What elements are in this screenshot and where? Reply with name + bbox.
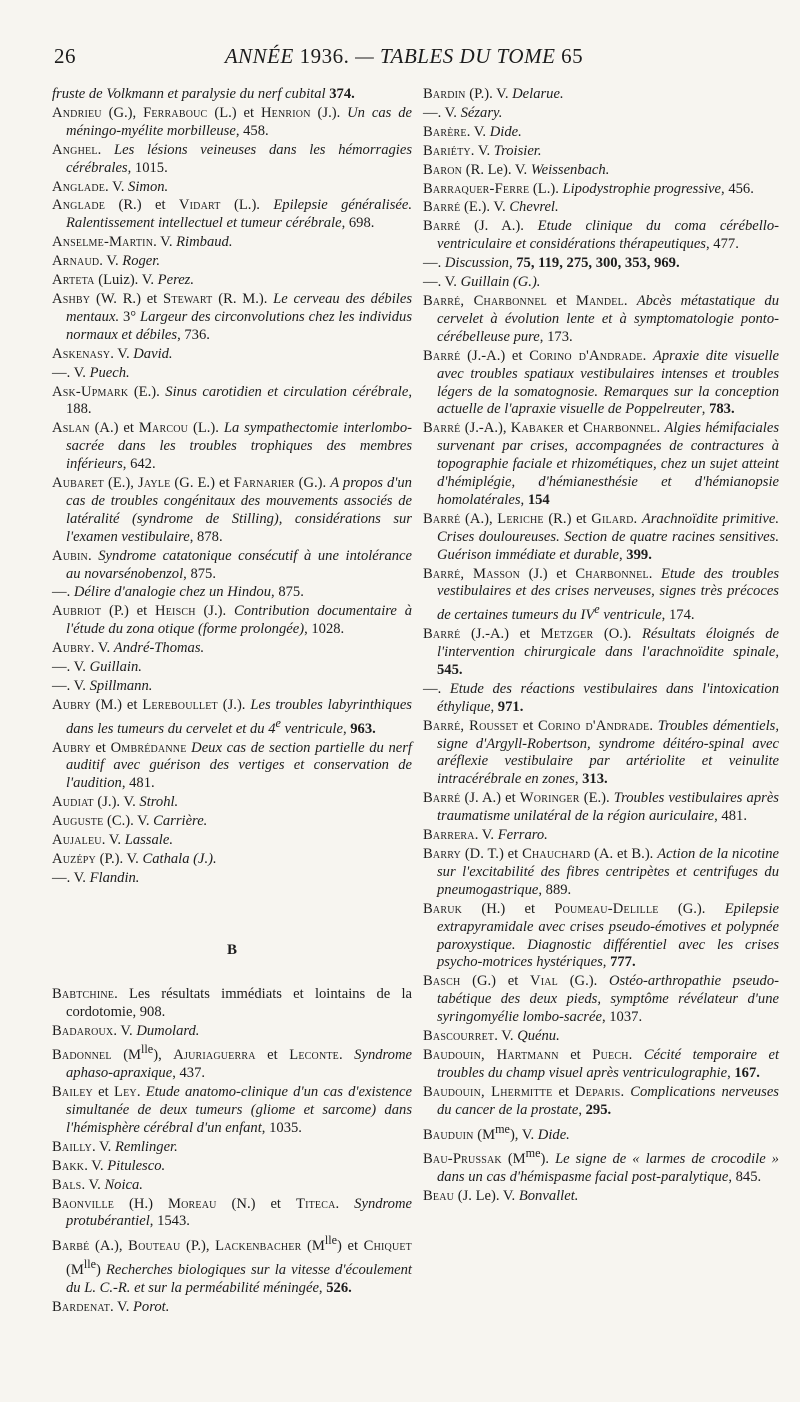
index-entry: Aujaleu. V. Lassale. bbox=[52, 832, 173, 849]
index-entry: Bau-Prussak $(M^{me})$. Le signe de « larmes de crocodile » dans un cas d'hémispasme facial post-paralytique, 845. bbox=[423, 1146, 779, 1186]
index-entry: Barère. V. Dide. bbox=[423, 123, 522, 140]
index-entry: Bardenat. V. Porot. bbox=[52, 1298, 170, 1315]
index-entry: —. V. Guillain. bbox=[52, 659, 142, 676]
index-entry: Barry (D. T.) et Chauchard (A. et B.). Action de la nicotine sur l'excitabilité des fibres centripètes et centrifuges du pneumogastrique, 889. bbox=[423, 846, 779, 898]
index-entry: Anselme-Martin. V. Rimbaud. bbox=[52, 234, 233, 251]
right-entries bbox=[423, 86, 779, 1206]
index-entry: Aubriot (P.) et Heisch (J.). Contribution documentaire à l'étude du zona otique (forme prolongée), 1028. bbox=[52, 603, 412, 638]
index-entry: Barré (J. A.). Etude clinique du coma cérébello-ventriculaire et considérations thérapeutiques, 477. bbox=[423, 218, 779, 253]
index-entry: Auguste (C.). V. Carrière. bbox=[52, 813, 208, 830]
index-entry: Barré (J.-A.) et Corino d'Andrade. Apraxie dite visuelle avec troubles spatiaux vestibulaires intenses et troubles légers de la somatognosie. Remarques sur la conception actuelle de l'apraxie visuelle de Poppelreuter, 783. bbox=[423, 347, 780, 418]
index-entry: Aubry et Ombrédanne Deux cas de section partielle du nerf auditif avec guérison des vertiges et conservation de l'audition, 481. bbox=[52, 739, 412, 792]
index-entry: Arnaud. V. Roger. bbox=[52, 253, 160, 270]
index-entry: fruste de Volkmann et paralysie du nerf cubital 374. bbox=[52, 86, 355, 102]
running-title-suffix: — TABLES DU TOME bbox=[349, 44, 562, 68]
index-entry: Bardin (P.). V. Delarue. bbox=[423, 86, 564, 102]
index-entry: Anglade (R.) et Vidart (L.). Epilepsie généralisée. Ralentissement intellectuel et tumeur cérébrale, 698. bbox=[52, 197, 412, 232]
index-entry: Bakk. V. Pitulesco. bbox=[52, 1157, 166, 1174]
running-title-year: 1936. bbox=[299, 44, 350, 68]
index-entry: —. V. Spillmann. bbox=[52, 678, 153, 694]
index-entry: Bascourret. V. Quénu. bbox=[423, 1028, 560, 1045]
left-entries-before bbox=[52, 86, 412, 888]
index-entry: Anglade. V. Simon. bbox=[52, 178, 169, 195]
index-entry: Baron (R. Le). V. Weissenbach. bbox=[423, 161, 610, 178]
index-entry: Bailey et Ley. Etude anatomo-clinique d'un cas d'existence simultanée de deux tumeurs (gliome et sarcome) dans l'hémisphère cérébral d'un enfant, 1035. bbox=[52, 1084, 412, 1136]
index-entry: Barraquer-Ferre (L.). Lipodystrophie progressive, 456. bbox=[423, 180, 754, 197]
index-entry: —. V. Puech. bbox=[52, 364, 130, 381]
index-entry: Barrera. V. Ferraro. bbox=[423, 827, 548, 844]
running-title bbox=[52, 44, 756, 69]
index-entry: Baudouin, Lhermitte et Deparis. Complications nerveuses du cancer de la prostate, 295. bbox=[423, 1083, 779, 1118]
index-entry: Aubin. Syndrome catatonique consécutif à une intolérance au novarsénobenzol, 875. bbox=[52, 547, 412, 582]
index-entry: Andrieu (G.), Ferrabouc (L.) et Henrion (J.). Un cas de méningo-myélite morbilleuse, 458. bbox=[52, 104, 412, 139]
index-entry: Barré, Rousset et Corino d'Andrade. Troubles démentiels, signe d'Argyll-Robertson, syndrome déitéro-spinal avec aréflexie vestibulaire par artériolite et veinulite intracérébrale en zones, 313. bbox=[423, 717, 779, 788]
index-entry: —. V. Sézary. bbox=[423, 104, 503, 121]
index-entry: Aubry (M.) et Lereboullet (J.). Les troubles labyrinthiques dans les tumeurs du cervelet et du 4e ventricule, 963. bbox=[52, 696, 412, 737]
index-entry: Barré, Charbonnel et Mandel. Abcès métastatique du cervelet à évolution lente et à symptomatologie ponto-cérébelleuse pure, 173. bbox=[423, 292, 779, 345]
index-entry: Bariéty. V. Troisier. bbox=[423, 142, 542, 159]
running-title-volume: 65 bbox=[561, 44, 584, 68]
index-entry: —. V. Guillain (G.). bbox=[423, 274, 541, 291]
index-entry: Bauduin $(M^{me})$, V. Dide. bbox=[423, 1121, 570, 1143]
index-entry: Basch (G.) et Vial (G.). Ostéo-arthropathie pseudo-tabétique des deux pieds, symptôme révélateur d'une syringomyélie lombo-sacrée, 1037. bbox=[423, 973, 780, 1026]
index-entry: Beau (J. Le). V. Bonvallet. bbox=[423, 1188, 579, 1205]
index-entry: Badaroux. V. Dumolard. bbox=[52, 1022, 200, 1039]
index-entry: Aubaret (E.), Jayle (G. E.) et Farnarier (G.). A propos d'un cas de troubles congénitaux des mouvements associés de latéralité (syndrome de Stilling), considérations sur l'examen vestibulaire, 878. bbox=[52, 475, 412, 545]
index-entry: Bailly. V. Remlinger. bbox=[52, 1138, 178, 1155]
index-entry: Badonnel $(M^{lle})$, Ajuriaguerra et Leconte. Syndrome aphaso-apraxique, 437. bbox=[52, 1042, 412, 1082]
index-entry: Anghel. Les lésions veineuses dans les hémorragies cérébrales, 1015. bbox=[52, 141, 412, 176]
index-entry: Aslan (A.) et Marcou (L.). La sympathectomie interlombo-sacrée dans les troubles trophiques des membres inférieurs, 642. bbox=[52, 420, 413, 473]
index-entry: Barré, Masson (J.) et Charbonnel. Etude des troubles vestibulaires et des crises nerveuses, signes très précoces de certaines tumeurs du IVe ventricule, 174. bbox=[423, 565, 779, 624]
index-entry: —. Délire d'analogie chez un Hindou, 875. bbox=[52, 584, 304, 601]
index-entry: Bals. V. Noica. bbox=[52, 1176, 143, 1193]
index-entry: Ask-Upmark (E.). Sinus carotidien et circulation cérébrale, 188. bbox=[52, 383, 412, 418]
section-letter-b: B bbox=[226, 941, 237, 958]
index-entry: Arteta (Luiz). V. Perez. bbox=[52, 272, 195, 289]
left-column bbox=[52, 86, 412, 1318]
index-entry: —. V. Flandin. bbox=[52, 869, 140, 886]
running-title-prefix: ANNÉE bbox=[224, 44, 300, 68]
index-entry: Baudouin, Hartmann et Puech. Cécité temporaire et troubles du champ visuel après ventriculographie, 167. bbox=[423, 1046, 779, 1081]
index-entry: Barré (E.). V. Chevrel. bbox=[423, 199, 559, 216]
left-entries-after bbox=[52, 986, 412, 1317]
index-entry: —. Discussion, 75, 119, 275, 300, 353, 969. bbox=[423, 255, 680, 272]
index-entry: —. Etude des réactions vestibulaires dans l'intoxication éthylique, 971. bbox=[423, 680, 780, 715]
index-entry: Barré (J. A.) et Woringer (E.). Troubles vestibulaires après traumatisme unilatéral de la région auriculaire, 481. bbox=[423, 790, 779, 825]
index-entry: Baruk (H.) et Poumeau-Delille (G.). Epilepsie extrapyramidale avec crises pseudo-émotives et polypnée paroxystique. Diagnostic différentiel avec les crises psycho-motrices hystériques, 777. bbox=[423, 900, 779, 971]
page-header bbox=[52, 44, 756, 78]
index-entry: Ashby (W. R.) et Stewart (R. M.). Le cerveau des débiles mentaux. 3° Largeur des circonvolutions chez les individus normaux et débiles, 736. bbox=[52, 290, 412, 343]
index-entry: Barré (J.-A.) et Metzger (O.). Résultats éloignés de l'intervention chirurgicale dans l'arachnoïdite spinale, 545. bbox=[423, 626, 779, 678]
index-entry: Auzépy (P.). V. Cathala (J.). bbox=[52, 851, 217, 868]
index-entry: Barré (A.), Leriche (R.) et Gilard. Arachnoïdite primitive. Crises douloureuses. Section de quatre racines sensitives. Guérison immédiate et durable, 399. bbox=[423, 510, 779, 563]
index-entry: Barré (J.-A.), Kabaker et Charbonnel. Algies hémifaciales survenant par crises, accompagnées de contractures à topographie faciale et rhizométiques, chez un sujet atteint d'hémiplégie, d'hémianesthésie et d'hémianopsie homolatérales, 154 bbox=[423, 420, 779, 508]
index-entry: Aubry. V. André-Thomas. bbox=[52, 640, 205, 657]
index-entry: Babtchine. Les résultats immédiats et lointains de la cordotomie, 908. bbox=[52, 985, 412, 1020]
right-column bbox=[423, 86, 779, 1207]
page-number: 26 bbox=[54, 44, 76, 68]
index-entry: Barbé (A.), Bouteau (P.), Lackenbacher $(M^{lle})$ et Chiquet $(M^{lle})$ Recherches biologiques sur la vitesse d'écoulement du L. C.-R. et sur la perméabilité méningée, 526. bbox=[52, 1233, 412, 1296]
index-entry: Askenasy. V. David. bbox=[52, 345, 173, 362]
index-entry: Audiat (J.). V. Strohl. bbox=[52, 794, 179, 811]
index-entry: Baonville (H.) Moreau (N.) et Titeca. Syndrome protubérantiel, 1543. bbox=[52, 1195, 412, 1230]
